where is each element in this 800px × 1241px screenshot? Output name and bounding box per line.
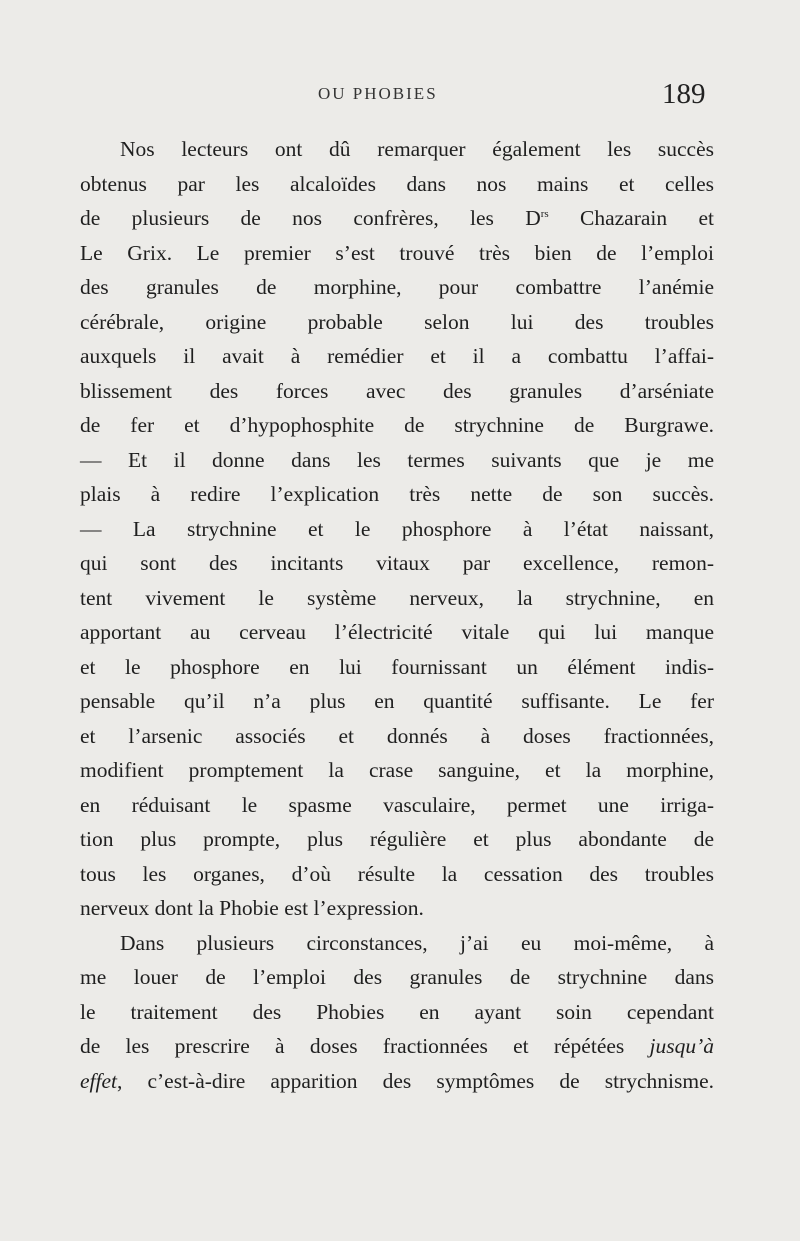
text-line: tion plus prompte, plus régulière et plus abondante de <box>80 827 714 851</box>
superscript: rs <box>540 208 549 220</box>
text-line: le traitement des Phobies en ayant soin cependant <box>80 999 714 1024</box>
text-line: blissement des forces avec des granules d’arséniate <box>80 378 714 403</box>
text-line: Nos lecteurs ont dû remarquer également les succès <box>120 137 714 161</box>
text-line: plais à redire l’explication très nette de son succès. <box>80 482 714 506</box>
text-line: tent vivement le système nerveux, la strychnine, en <box>80 585 714 610</box>
text-line: modifient promptement la crase sanguine, et la morphine, <box>80 758 714 782</box>
text-fragment: , c’est-à-dire apparition des symptômes de strychnisme. <box>117 1068 714 1093</box>
text-line: nerveux dont la Phobie est l’expression. <box>80 896 424 920</box>
text-line: apportant au cerveau l’électricité vitale qui lui manque <box>80 620 714 644</box>
text-line <box>80 1029 714 1064</box>
text-line <box>80 1064 714 1099</box>
italic-fragment: effet <box>80 1068 118 1093</box>
text-line: me louer de l’emploi des granules de strychnine dans <box>80 965 714 989</box>
running-head-title: OU PHOBIES <box>318 84 438 103</box>
running-head <box>0 78 800 110</box>
page-number: 189 <box>662 78 706 110</box>
text-line: Dans plusieurs circonstances, j’ai eu moi-même, à <box>120 930 714 955</box>
text-line: obtenus par les alcaloïdes dans nos mains et celles <box>80 171 714 196</box>
text-line: Le Grix. Le premier s’est trouvé très bien de l’emploi <box>80 240 714 265</box>
text-line: et l’arsenic associés et donnés à doses fractionnées, <box>80 723 714 748</box>
body-text <box>80 132 714 1098</box>
text-line: des granules de morphine, pour combattre l’anémie <box>80 275 714 299</box>
text-fragment: de plusieurs de nos confrères, les D <box>80 206 541 230</box>
text-line: — Et il donne dans les termes suivants que je me <box>80 447 714 472</box>
text-fragment: de les prescrire à doses fractionnées et répétées <box>80 1034 650 1058</box>
text-line: qui sont des incitants vitaux par excellence, remon- <box>80 551 714 575</box>
text-line: et le phosphore en lui fournissant un élément indis- <box>80 654 714 679</box>
text-fragment: Chazarain et <box>548 206 714 230</box>
text-line <box>80 201 714 236</box>
italic-fragment: jusqu’à <box>649 1034 714 1058</box>
text-line: — La strychnine et le phosphore à l’état naissant, <box>80 516 714 541</box>
text-line: de fer et d’hypophosphite de strychnine de Burgrawe. <box>80 413 714 437</box>
text-line: tous les organes, d’où résulte la cessation des troubles <box>80 861 714 886</box>
text-line: auxquels il avait à remédier et il a combattu l’affai- <box>80 344 714 368</box>
text-line: en réduisant le spasme vasculaire, permet une irriga- <box>80 792 714 817</box>
text-line: cérébrale, origine probable selon lui des troubles <box>80 309 714 334</box>
text-line: pensable qu’il n’a plus en quantité suffisante. Le fer <box>80 689 714 713</box>
